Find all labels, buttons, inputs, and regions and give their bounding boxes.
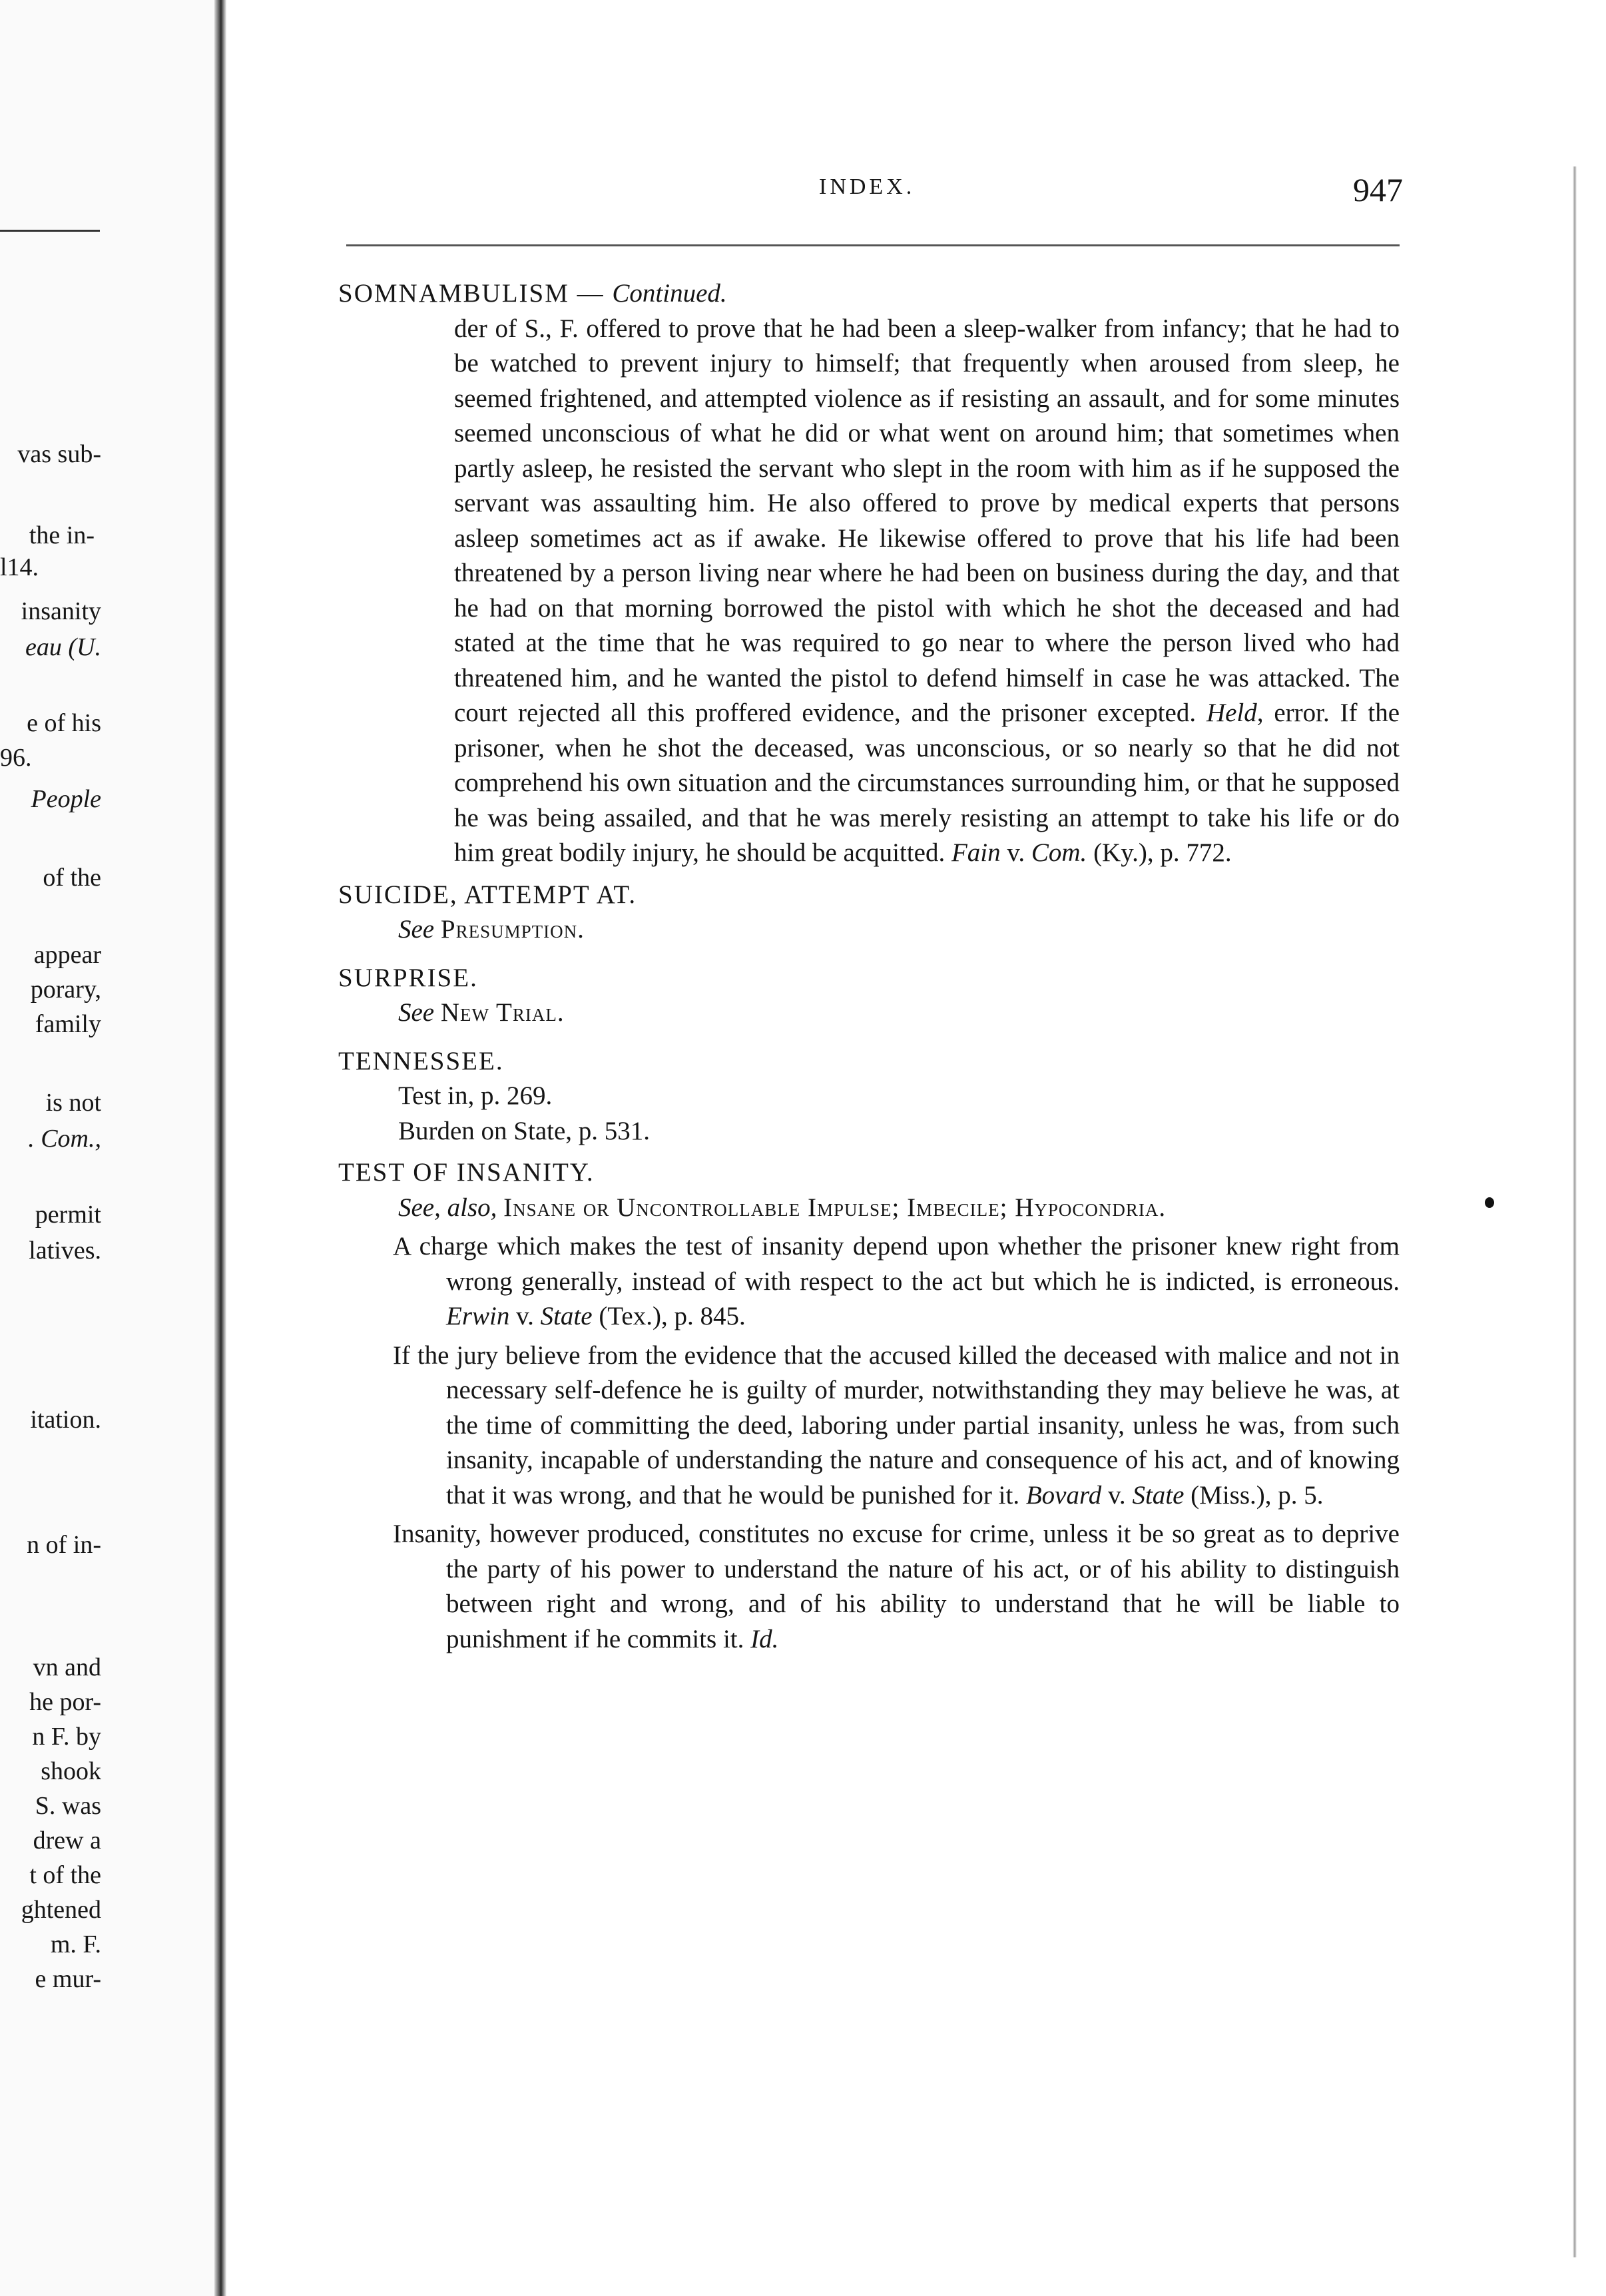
facing-page-fragment: t of the	[29, 1861, 101, 1889]
facing-page-fragment: n F. by	[32, 1723, 101, 1751]
entry-heading: SOMNAMBULISM — Continued.	[338, 279, 727, 308]
facing-page-fragment: m. F.	[50, 1930, 101, 1958]
facing-page-fragment: he por-	[29, 1688, 101, 1716]
case-name: Fain	[951, 838, 1001, 867]
case-party: State	[1132, 1480, 1185, 1510]
entry-paragraph: Insanity, however produced, constitutes no excuse for crime, unless it be so great as to deprive the party of his power to understand the nature of his act, or of his ability to distinguish between right and wrong, and of his ability to understand that he will be liable to punishment if he commits it. Id.	[393, 1520, 1400, 1653]
page-header	[0, 170, 1606, 210]
case-party: State	[540, 1302, 593, 1330]
facing-page-fragment: ghtened	[21, 1896, 101, 1924]
cross-reference: See Presumption.	[398, 915, 585, 944]
facing-page-fragment: n of in-	[27, 1531, 101, 1559]
case-name: Id.	[750, 1624, 779, 1653]
facing-page-fragment: vn and	[33, 1653, 101, 1681]
entry-tennessee	[338, 1044, 1400, 1149]
facing-page-fragment: l14.	[0, 553, 39, 581]
case-name: Erwin	[446, 1302, 510, 1330]
facing-page-fragment: insanity	[21, 597, 101, 625]
facing-page-rule	[0, 230, 100, 232]
entry-somnambulism	[338, 276, 1400, 871]
entry-heading: SURPRISE.	[338, 963, 478, 992]
entry-heading: SUICIDE, ATTEMPT AT.	[338, 880, 637, 909]
facing-page-fragment: porary,	[30, 976, 101, 1004]
case-citation: (Tex.), p. 845.	[599, 1302, 746, 1330]
facing-page-fragment: eau (U.	[25, 633, 101, 661]
facing-page-fragment: permit	[35, 1201, 101, 1229]
facing-page-fragment: 96.	[0, 744, 32, 772]
binding-fold	[214, 0, 226, 2296]
facing-page-fragment: the in-	[29, 521, 95, 549]
entry-heading: TEST OF INSANITY.	[338, 1158, 595, 1187]
entry-heading: TENNESSEE.	[338, 1046, 504, 1075]
entry-paragraph: If the jury believe from the evidence that the accused killed the deceased with malice and not in necessary self-defence he is guilty of murder, notwithstanding they may believe he was, at the time of committing the deed, laboring under partial insanity, unless he was, from such insanity, incapable of understanding the nature and consequence of his act, and of knowing that it was wrong, and that he would be punished for it. Bovard v. State (Miss.), p. 5.	[393, 1340, 1400, 1510]
case-party: Com.	[1031, 838, 1087, 867]
case-citation: (Miss.), p. 5.	[1191, 1480, 1324, 1510]
ink-speck	[1485, 1197, 1494, 1208]
header-rule	[346, 244, 1400, 246]
index-entries	[338, 276, 1400, 1657]
running-head: INDEX.	[819, 174, 916, 199]
cross-reference: See New Trial.	[398, 998, 565, 1027]
facing-page-edge	[0, 0, 214, 2296]
facing-page-fragment: appear	[33, 941, 101, 969]
entry-paragraph: A charge which makes the test of insanity depend upon whether the prisoner knew right from wrong generally, instead of with respect to the act but which he is indicted, is erroneous. Erwin v. State (Tex.), p. 845.	[393, 1232, 1400, 1330]
entry-test-of-insanity	[338, 1155, 1400, 1657]
entry-suicide	[338, 878, 1400, 948]
entry-line: Burden on State, p. 531.	[398, 1116, 651, 1145]
facing-page-fragment: vas sub-	[17, 440, 101, 468]
facing-page-fragment: e of his	[27, 709, 101, 737]
entry-body: der of S., F. offered to prove that he had been a sleep-walker from infancy; that he had to be watched to prevent injury to himself; that frequently when aroused from sleep, he seemed frightened, and attempted violence as if resisting an assault, and for some minutes seemed unconscious of what he did or what went on around him; that sometimes when partly asleep, he resisted the servant who slept in the room with him as if he supposed the servant was assaulting him. He also offered to prove by medical experts that persons asleep sometimes act as if awake. He likewise offered to prove that his life had been threatened by a person living near where he had been on business during the day, and that he had on that morning borrowed the pistol with which he shot the deceased and had stated at the time that he was required to go near to where the person lived who had threatened him, and he wanted the pistol to defend himself in case he was attacked. The court rejected all this proffered evidence, and the prisoner excepted. Held, error. If the prisoner, when he shot the deceased, was unconscious, or so nearly so that he did not comprehend his own situation and the circumstances surrounding him, or that he supposed he was being assailed, and that he was merely resisting an attempt to take his life or do him great bodily injury, he should be acquitted. Fain v. Com. (Ky.), p. 772.	[454, 314, 1400, 867]
facing-page-fragment: family	[35, 1010, 101, 1038]
facing-page-fragment: e mur-	[35, 1965, 101, 1993]
facing-page-fragment: drew a	[33, 1827, 101, 1855]
case-citation: (Ky.), p. 772.	[1093, 838, 1232, 867]
facing-page-fragment: of the	[43, 864, 101, 892]
case-name: Bovard	[1025, 1480, 1102, 1510]
facing-page-fragment: is not	[45, 1089, 101, 1117]
entry-line: Test in, p. 269.	[398, 1081, 553, 1110]
page-edge-shadow	[1573, 166, 1577, 2257]
facing-page-fragment: latives.	[29, 1237, 101, 1265]
facing-page-fragment: S. was	[35, 1792, 101, 1820]
page-number: 947	[1353, 171, 1403, 208]
facing-page-fragment: shook	[41, 1757, 101, 1785]
cross-reference: See, also, Insane or Uncontrollable Impulse; Imbecile; Hypocondria.	[398, 1193, 1167, 1222]
entry-surprise	[338, 961, 1400, 1031]
facing-page-fragment: . Com.,	[28, 1125, 101, 1153]
facing-page-fragment: People	[31, 785, 101, 813]
facing-page-fragment: itation.	[30, 1406, 101, 1434]
